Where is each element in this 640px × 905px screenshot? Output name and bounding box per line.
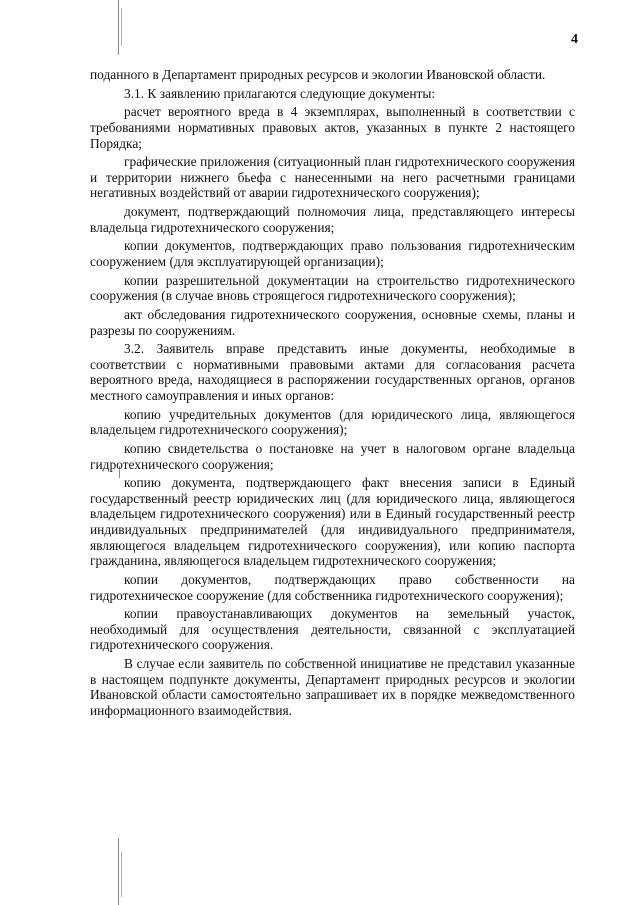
paragraph: В случае если заявитель по собственной инициативе не представил указанные в настоящем подпункте документы, Департамент природных ресурсов и экологии Ивановской области самостоятельно запрашивает их в порядке межведомственного информационного взаимодействия. xyxy=(90,656,575,718)
paragraph: копии документов, подтверждающих право пользования гидротехническим сооружением (для эксплуатирующей организации); xyxy=(90,238,575,269)
paragraph: копии разрешительной документации на строительство гидротехнического сооружения (в случае вновь строящегося гидротехнического сооружения); xyxy=(90,272,575,304)
paragraph: акт обследования гидротехнического сооружения, основные схемы, планы и разрезы по сооружениям. xyxy=(90,306,575,338)
paragraph: поданного в Департамент природных ресурсов и экологии Ивановской области. xyxy=(90,67,546,82)
paragraph: копию документа, подтверждающего факт внесения записи в Единый государственный реестр юридических лиц (для юридического лица, являющегося владельцем гидротехнического сооружения) или в Единый государственный реестр индивидуальных предпринимателей (для индивидуального предпринимателя, являющегося владельцем гидротехнического сооружения), или копию паспорта гражданина, являющегося владельцем гидротехнического сооружения; xyxy=(90,475,575,569)
paragraph: расчет вероятного вреда в 4 экземплярах, выполненный в соответствии с требованиями нормативных правовых актов, указанных в пункте 2 настоящего Порядка; xyxy=(90,104,575,151)
scan-edge-mark xyxy=(118,838,119,905)
document-body xyxy=(90,67,575,722)
scan-edge-mark xyxy=(121,852,122,897)
paragraph: копии документов, подтверждающих право собственности на гидротехническое сооружение (для собственника гидротехнического сооружения); xyxy=(90,571,575,603)
paragraph: копию свидетельства о постановке на учет в налоговом органе владельца гидротехнического сооружения; xyxy=(90,441,575,472)
paragraph: 3.2. Заявитель вправе представить иные документы, необходимые в соответствии с нормативными правовыми актами для согласования расчета вероятного вреда, находящиеся в распоряжении государственных органов, органов местного самоуправления и иных органов: xyxy=(90,341,575,404)
paragraph: копию учредительных документов (для юридического лица, являющегося владельцем гидротехнического сооружения); xyxy=(90,406,575,438)
scan-edge-mark xyxy=(121,8,122,46)
scan-edge-mark xyxy=(118,0,119,55)
paragraph: копии правоустанавливающих документов на земельный участок, необходимый для осуществления деятельности, связанной с эксплуатацией гидротехнического сооружения. xyxy=(90,606,575,653)
paragraph: документ, подтверждающий полномочия лица, представляющего интересы владельца гидротехнического сооружения; xyxy=(90,204,575,235)
paragraph: 3.1. К заявлению прилагаются следующие документы: xyxy=(124,85,436,101)
paragraph: графические приложения (ситуационный план гидротехнического сооружения и территории нижнего бьефа с нанесенными на него расчетными границами негативных воздействий от аварии гидротехнического сооружения); xyxy=(90,154,575,201)
page-number: 4 xyxy=(571,32,578,47)
